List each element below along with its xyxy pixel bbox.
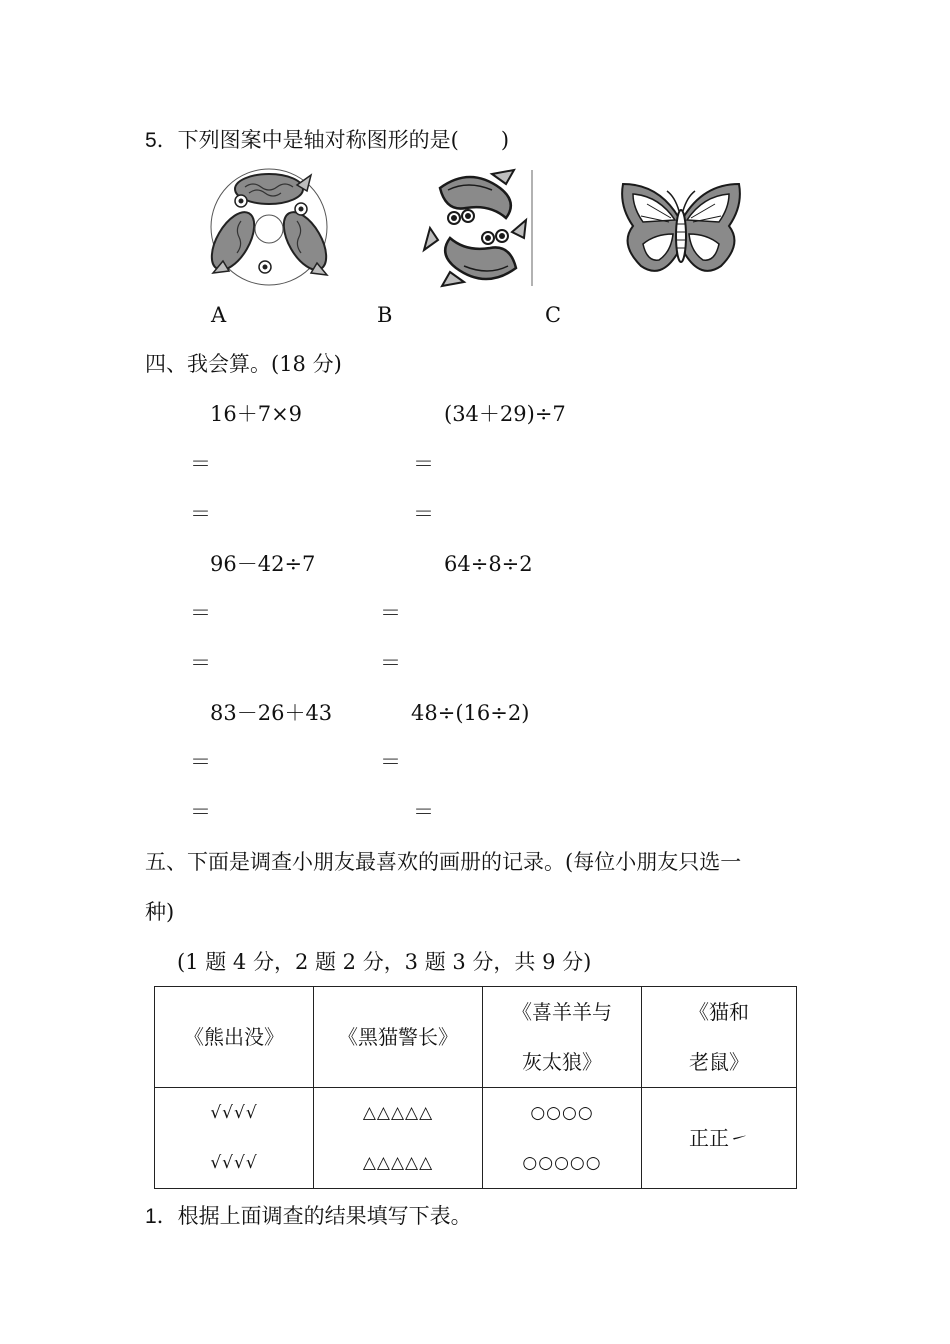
problem-2-eq-2: ＝ xyxy=(413,502,434,526)
problem-2-expr: (34＋29)÷7 xyxy=(444,402,566,426)
record-goat-wolf xyxy=(483,1088,642,1189)
problem-4-expr: 64÷8÷2 xyxy=(444,552,533,576)
problem-6-expr: 48÷(16÷2) xyxy=(411,701,530,725)
problem-2-eq-1: ＝ xyxy=(413,452,434,476)
header-goat-wolf-line1: 《喜羊羊与 xyxy=(512,1000,612,1024)
problem-1-eq-1: ＝ xyxy=(190,452,211,476)
record-bear-line1: √√√√ xyxy=(210,1103,258,1123)
problem-6-eq-1: ＝ xyxy=(380,750,401,774)
problem-3-expr: 96－42÷7 xyxy=(210,552,316,576)
problem-1-eq-2: ＝ xyxy=(190,502,211,526)
problem-4-eq-2: ＝ xyxy=(380,651,401,675)
q5-number: 5 xyxy=(145,129,157,152)
problem-5-eq-1: ＝ xyxy=(190,750,211,774)
header-tom-jerry-line2: 老鼠》 xyxy=(689,1050,749,1074)
section4-title: 四、我会算。(18 分) xyxy=(145,352,342,376)
survey-header-row xyxy=(155,987,797,1088)
section5-title-line1: 五、下面是调查小朋友最喜欢的画册的记录。(每位小朋友只选一 xyxy=(145,850,742,874)
section5-q1-text: ．根据上面调查的结果填写下表。 xyxy=(156,1204,472,1228)
record-tom-jerry xyxy=(642,1088,797,1189)
header-tom-jerry xyxy=(642,987,797,1088)
record-black-cat xyxy=(314,1088,483,1189)
section5-q1-number: 1 xyxy=(145,1205,157,1228)
fish-ring-icon xyxy=(205,165,333,289)
problem-3-eq-2: ＝ xyxy=(190,651,211,675)
q5-option-b: B xyxy=(377,303,393,327)
record-black-cat-line2: △△△△△ xyxy=(362,1153,434,1173)
section5-scores: (1 题 4 分，2 题 2 分，3 题 3 分，共 9 分) xyxy=(177,950,592,974)
section5-q1 xyxy=(145,1206,472,1227)
problem-3-eq-1: ＝ xyxy=(190,601,211,625)
header-bear xyxy=(155,987,314,1088)
survey-table xyxy=(154,986,797,1189)
problem-5-expr: 83－26＋43 xyxy=(210,701,333,725)
header-bear-line1: 《熊出没》 xyxy=(184,1025,284,1049)
q5-text: ．下列图案中是轴对称图形的是( ) xyxy=(156,128,510,152)
header-goat-wolf xyxy=(483,987,642,1088)
q5-option-c: C xyxy=(545,303,562,327)
header-black-cat-line1: 《黑猫警长》 xyxy=(338,1025,458,1049)
q5-option-a: A xyxy=(211,303,227,327)
header-tom-jerry-line1: 《猫和 xyxy=(689,1000,749,1024)
record-tom-jerry-line1: 正正㇀ xyxy=(689,1126,749,1150)
record-goat-wolf-line1: ○○○○ xyxy=(530,1103,594,1123)
butterfly-icon xyxy=(617,178,745,286)
record-bear xyxy=(155,1088,314,1189)
record-goat-wolf-line2: ○○○○○ xyxy=(522,1153,602,1173)
record-bear-line2: √√√√ xyxy=(210,1153,258,1173)
q5-question xyxy=(145,130,509,151)
header-black-cat xyxy=(314,987,483,1088)
problem-4-eq-1: ＝ xyxy=(380,601,401,625)
problem-5-eq-2: ＝ xyxy=(190,800,211,824)
survey-record-row xyxy=(155,1088,797,1189)
problem-6-eq-2: ＝ xyxy=(413,800,434,824)
fish-pair-icon xyxy=(420,168,536,288)
section5-title-line2: 种) xyxy=(145,900,175,924)
record-black-cat-line1: △△△△△ xyxy=(362,1103,434,1123)
problem-1-expr: 16＋7×9 xyxy=(210,402,303,426)
header-goat-wolf-line2: 灰太狼》 xyxy=(522,1050,602,1074)
